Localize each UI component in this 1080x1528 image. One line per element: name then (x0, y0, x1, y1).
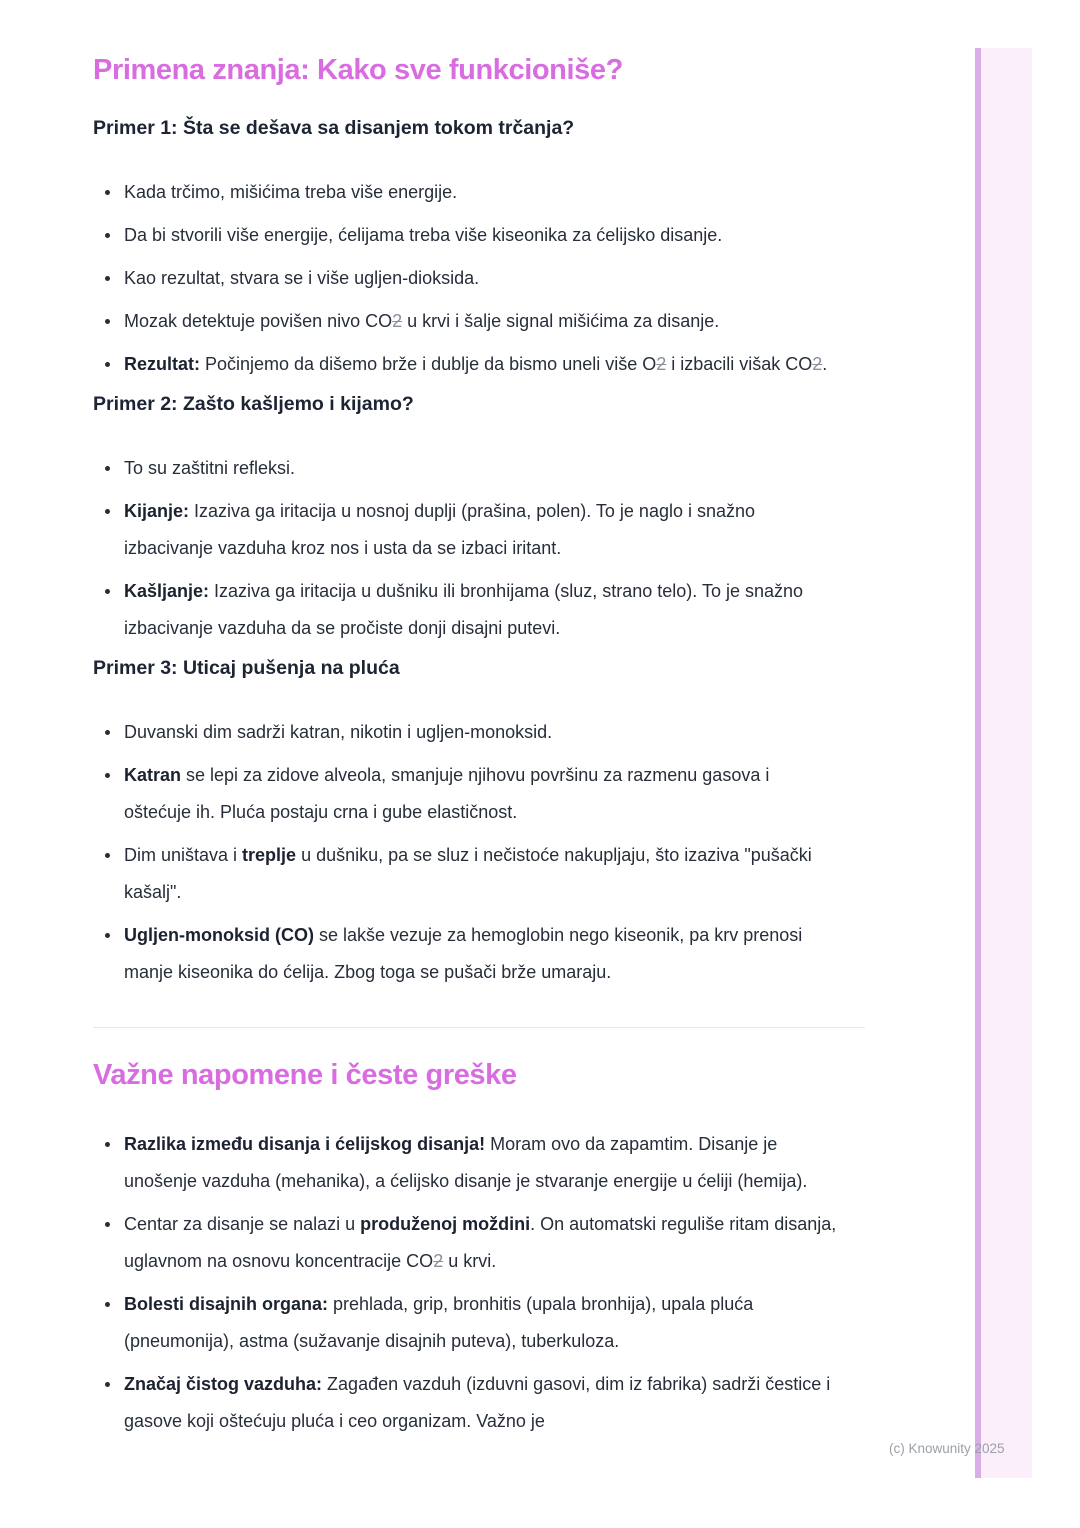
text-run: Počinjemo da dišemo brže i dublje da bismo uneli više O (200, 354, 657, 374)
margin-accent-panel (981, 48, 1032, 1478)
document-content (93, 0, 842, 1446)
list-item (93, 917, 838, 991)
list-item (93, 714, 838, 751)
text-run: Centar za disanje se nalazi u (124, 1214, 361, 1234)
list-item (93, 757, 838, 831)
bold-text-run: Kašljanje: (124, 581, 210, 601)
bullet-list-primer-2 (93, 450, 838, 647)
bold-text-run: Kijanje: (124, 501, 190, 521)
strikethrough-subscript: 2 (812, 354, 823, 374)
strikethrough-subscript: 2 (656, 354, 667, 374)
list-item (93, 1286, 838, 1360)
list-item (93, 174, 838, 211)
text-run: . On automatski reguliše ritam disanja, uglavnom na osnovu koncentracije CO (124, 1214, 842, 1271)
text-run: i izbacili višak CO (666, 354, 813, 374)
section-heading-primer-1: Primer 1: Šta se dešava sa disanjem tokom trčanja? (93, 117, 575, 139)
bold-text-run: Rezultat: (124, 354, 200, 374)
list-item (93, 1126, 838, 1200)
text-run: Kao rezultat, stvara se i više ugljen-dioksida. (124, 268, 480, 288)
text-run: Kada trčimo, mišićima treba više energije. (124, 182, 458, 202)
bold-text-run: Bolesti disajnih organa: (124, 1294, 329, 1314)
bold-text-run: treplje (242, 845, 297, 865)
text-run: u krvi i šalje signal mišićima za disanje. (402, 311, 720, 331)
text-run: . (822, 354, 828, 374)
text-run: To su zaštitni refleksi. (124, 458, 296, 478)
bold-text-run: Katran (124, 765, 182, 785)
text-run: Dim uništava i (124, 845, 243, 865)
bullet-list-primer-3 (93, 714, 838, 991)
watermark-copyright: (c) Knowunity 2025 (889, 1441, 1005, 1456)
list-item (93, 346, 838, 383)
text-run: u krvi. (443, 1251, 497, 1271)
text-run: prehlada, grip, bronhitis (upala bronhija), upala pluća (pneumonija), astma (sužavanje disajnih puteva), tuberkuloza. (124, 1294, 759, 1351)
strikethrough-subscript: 2 (392, 311, 403, 331)
text-run: Da bi stvorili više energije, ćelijama treba više kiseonika za ćelijsko disanje. (124, 225, 723, 245)
text-run: Moram ovo da zapamtim. Disanje je unošenje vazduha (mehanika), a ćelijsko disanje je stvaranje energije u ćeliji (hemija). (124, 1134, 808, 1191)
section-divider (93, 1027, 865, 1028)
sections-container (93, 117, 842, 1440)
bold-text-run: Značaj čistog vazduha: (124, 1374, 323, 1394)
list-item (93, 260, 838, 297)
list-item (93, 217, 838, 254)
text-run: Izaziva ga iritacija u nosnoj duplji (prašina, polen). To je naglo i snažno izbacivanje vazduha kroz nos i usta da se izbaci iritant. (124, 501, 761, 558)
list-item (93, 1366, 838, 1440)
page-title: Primena znanja: Kako sve funkcioniše? (93, 54, 623, 86)
strikethrough-subscript: 2 (433, 1251, 444, 1271)
text-run: se lakše vezuje za hemoglobin nego kiseonik, pa krv prenosi manje kiseonika do ćelija. Zbog toga se pušači brže umaraju. (124, 925, 808, 982)
list-item (93, 1206, 842, 1280)
text-run: se lepi za zidove alveola, smanjuje njihovu površinu za razmenu gasova i oštećuje ih. Pluća postaju crna i gube elastičnost. (124, 765, 775, 822)
list-item (93, 493, 838, 567)
text-run: Zagađen vazduh (izduvni gasovi, dim iz fabrika) sadrži čestice i gasove koji oštećuju pluća i ceo organizam. Važno je (124, 1374, 836, 1431)
list-item (93, 573, 838, 647)
section-heading-primer-2: Primer 2: Zašto kašljemo i kijamo? (93, 393, 414, 415)
list-item (93, 303, 838, 340)
text-run: Izaziva ga iritacija u dušniku ili bronhijama (sluz, strano telo). To je snažno izbacivanje vazduha da se pročiste donji disajni putevi. (124, 581, 809, 638)
bullet-list-vazne-napomene (93, 1126, 842, 1440)
bold-text-run: Ugljen-monoksid (CO) (124, 925, 314, 945)
list-item (93, 837, 838, 911)
section-heading-vazne-napomene: Važne napomene i česte greške (93, 1059, 517, 1091)
bold-text-run: Razlika između disanja i ćelijskog disanja! (124, 1134, 486, 1154)
bold-text-run: produženoj moždini (360, 1214, 531, 1234)
section-heading-primer-3: Primer 3: Uticaj pušenja na pluća (93, 657, 400, 679)
text-run: Mozak detektuje povišen nivo CO (124, 311, 393, 331)
text-run: Duvanski dim sadrži katran, nikotin i ugljen-monoksid. (124, 722, 553, 742)
bullet-list-primer-1 (93, 174, 838, 383)
list-item (93, 450, 838, 487)
text-run: u dušniku, pa se sluz i nečistoće nakupljaju, što izaziva "pušački kašalj". (124, 845, 817, 902)
